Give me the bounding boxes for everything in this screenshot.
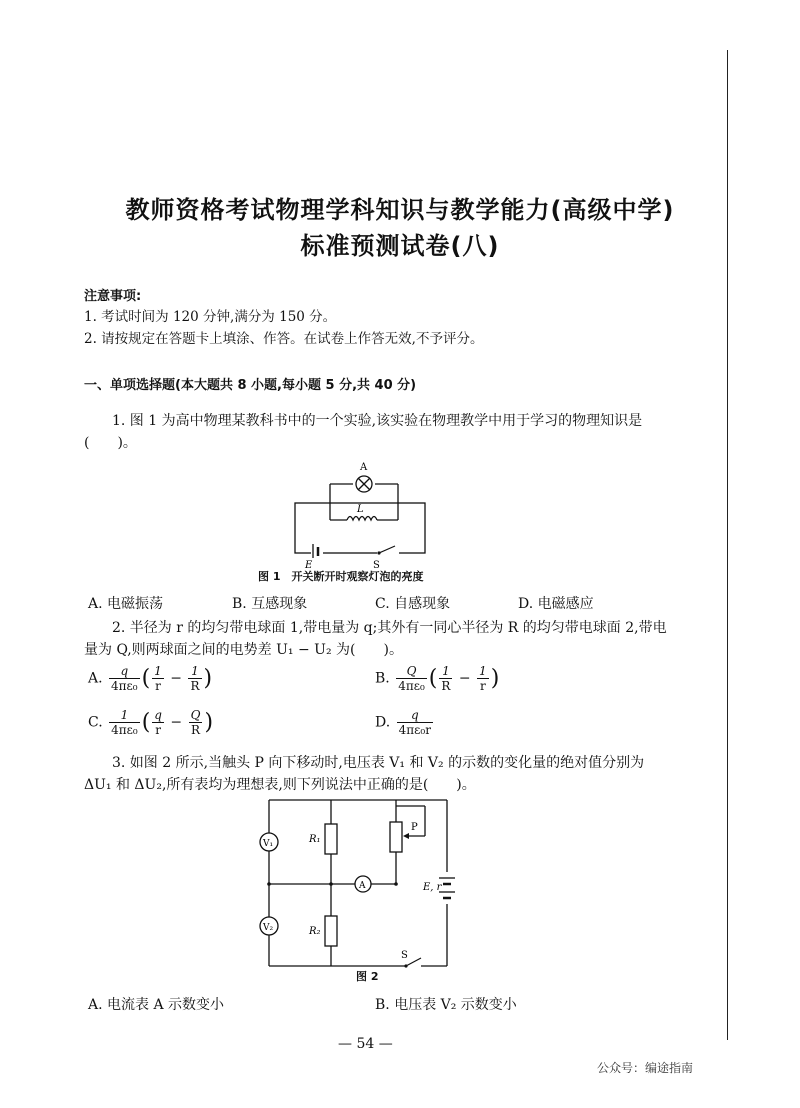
source-label: E, r [423, 882, 442, 893]
q1-option-d: D. 电磁感应 [518, 596, 594, 612]
figure-2-circuit [255, 798, 470, 970]
section-heading: 一、单项选择题(本大题共 8 小题,每小题 5 分,共 40 分) [84, 378, 417, 393]
notes-heading: 注意事项: [84, 289, 142, 304]
q2-option-a: A. $\frac{q}{\text{4πε₀}}$ ( $\frac{1}{r}$ − $\frac{1}{R}$ ) [88, 664, 213, 693]
q2-option-c: C. $\frac{1}{\text{4πε₀}}$ ( $\frac{q}{r}$ − $\frac{Q}{R}$ ) [88, 708, 214, 737]
switch-s-label: S [401, 950, 408, 961]
switch-label: S [373, 560, 380, 571]
q1-option-b: B. 互感现象 [232, 596, 308, 612]
q3-option-b: B. 电压表 V₂ 示数变小 [375, 997, 517, 1013]
coil-label: L [357, 504, 364, 515]
paper-subtitle: 标准预测试卷(八) [300, 232, 500, 260]
v2-label: V₂ [263, 923, 274, 933]
question-2-stem: 2. 半径为 r 的均匀带电球面 1,带电量为 q;其外有一同心半径为 R 的均匀带电球面 2,带电量为 Q,则两球面之间的电势差 U₁ − U₂ 为( )。 [84, 620, 667, 658]
q3-option-a: A. 电流表 A 示数变小 [88, 997, 225, 1013]
r1-label: R₁ [309, 834, 321, 845]
paper-title: 教师资格考试物理学科知识与教学能力(高级中学) [125, 196, 675, 224]
page-number: — 54 — [338, 1036, 393, 1052]
q2-option-d: D. $\frac{q}{\text{4πε₀r}}$ [375, 708, 431, 737]
q1-option-c: C. 自感现象 [375, 596, 451, 612]
question-1-stem: 1. 图 1 为高中物理某教科书中的一个实验,该实验在物理教学中用于学习的物理知识是( )。 [84, 413, 643, 451]
note-item-1: 1. 考试时间为 120 分钟,满分为 150 分。 [84, 309, 337, 325]
battery-label: E [305, 560, 313, 571]
watermark: 公众号：编途指南 [597, 1061, 694, 1075]
lamp-label: A [360, 462, 368, 473]
note-item-2: 2. 请按规定在答题卡上填涂、作答。在试卷上作答无效,不予评分。 [84, 331, 484, 347]
q1-option-a: A. 电磁振荡 [88, 596, 164, 612]
figure-1-circuit [285, 458, 445, 571]
question-3-stem: 3. 如图 2 所示,当触头 P 向下移动时,电压表 V₁ 和 V₂ 的示数的变化量的绝对值分别为 ΔU₁ 和 ΔU₂,所有表均为理想表,则下列说法中正确的是( )。 [84, 755, 645, 793]
q2-option-b: B. $\frac{Q}{\text{4πε₀}}$ ( $\frac{1}{R}$ − $\frac{1}{r}$ ) [375, 664, 500, 693]
figure-1-caption: 图 1 开关断开时观察灯泡的亮度 [258, 570, 424, 583]
figure-2-caption: 图 2 [356, 970, 379, 983]
ammeter-label: A [359, 881, 366, 891]
v1-label: V₁ [263, 839, 274, 849]
slider-p-label: P [411, 822, 418, 833]
r2-label: R₂ [309, 926, 321, 937]
